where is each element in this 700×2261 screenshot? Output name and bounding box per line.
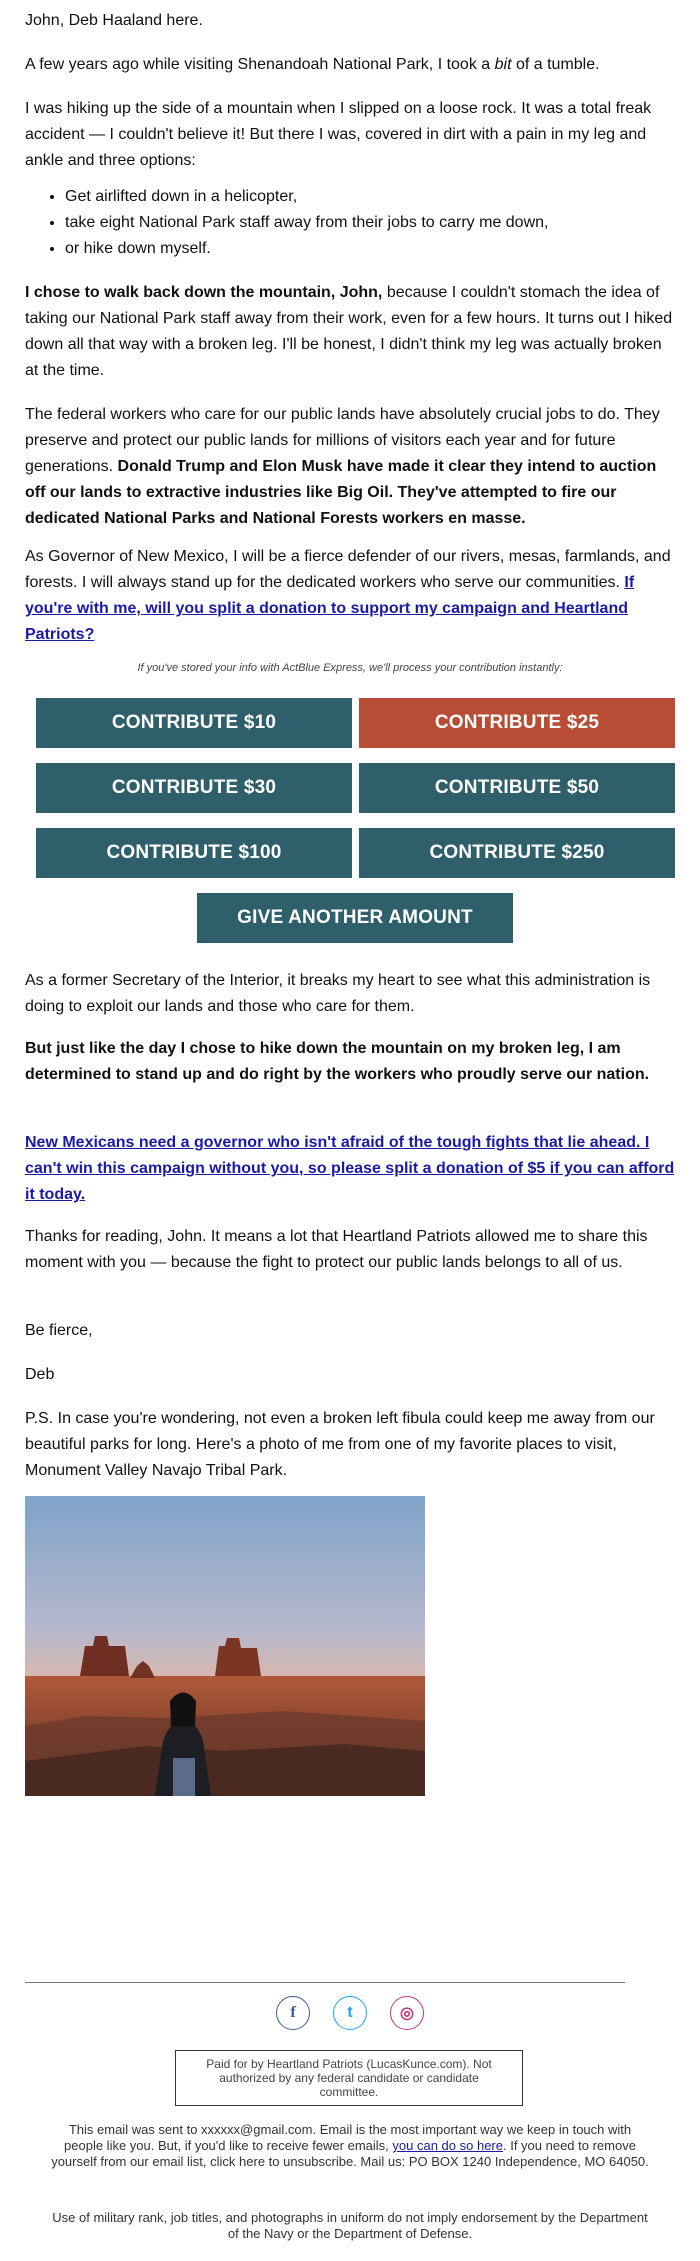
facebook-icon[interactable]: f — [276, 1996, 310, 2030]
donate-5-link[interactable]: New Mexicans need a governor who isn't afraid of the tough fights that lie ahead. I can't win this campaign without you, so please split a donation of $5 if you can afford it today. — [25, 1134, 675, 1203]
greeting: John, Deb Haaland here. — [25, 12, 203, 29]
signoff: Be fierce, — [25, 1322, 93, 1339]
federal-text: The federal workers who care for our public lands have absolutely crucial jobs to do. They preserve and protect our public lands for millions of visitors each year and for future generations. — [25, 406, 660, 475]
tumble-paragraph — [25, 52, 600, 78]
paid-for-disclaimer: Paid for by Heartland Patriots (LucasKunce.com). Not authorized by any federal candidate or candidate committee. — [175, 2050, 523, 2106]
list-item: • Get airlifted down in a helicopter, — [65, 184, 548, 210]
fewer-emails-link[interactable]: you can do so here — [392, 2138, 503, 2153]
federal-paragraph — [25, 402, 675, 532]
ps-paragraph: P.S. In case you're wondering, not even a broken left fibula could keep me away from our beautiful parks for long. Here's a photo of me from one of my favorite places to visit, Monument Valley Navajo Tribal Park. — [25, 1410, 655, 1479]
sent-text-end: . If you need to remove yourself from our email list, click here to unsubscribe. Mail us: PO BOX 1240 Independence, MO 64050. — [51, 2138, 649, 2169]
social-links — [0, 1996, 700, 2036]
options-list — [45, 184, 548, 262]
contribute-10-button[interactable]: CONTRIBUTE $10 — [36, 698, 352, 748]
hike-paragraph: I was hiking up the side of a mountain when I slipped on a loose rock. It was a total freak accident — I couldn't believe it! But there I was, covered in dirt with a pain in my leg and ankle and three options: — [25, 100, 652, 169]
tumble-text: A few years ago while visiting Shenandoah National Park, I took a — [25, 56, 495, 73]
determined-paragraph: But just like the day I chose to hike down the mountain on my broken leg, I am determined to stand up and do right by the workers who proudly serve our nation. — [25, 1040, 650, 1083]
contribute-30-button[interactable]: CONTRIBUTE $30 — [36, 763, 352, 813]
twitter-icon[interactable]: t — [333, 1996, 367, 2030]
contribute-100-button[interactable]: CONTRIBUTE $100 — [36, 828, 352, 878]
tumble-italic: bit — [494, 56, 512, 73]
military-disclaimer: Use of military rank, job titles, and photographs in uniform do not imply endorsement by the Department of the Navy or the Department of Defense. — [52, 2210, 648, 2241]
former-secretary-paragraph: As a former Secretary of the Interior, it breaks my heart to see what this administration is doing to exploit our lands and those who care for them. — [25, 972, 651, 1015]
list-item: • or hike down myself. — [65, 236, 548, 262]
contribute-25-button[interactable]: CONTRIBUTE $25 — [359, 698, 675, 748]
contribute-250-button[interactable]: CONTRIBUTE $250 — [359, 828, 675, 878]
actblue-express-note: If you've stored your info with ActBlue Express, we'll process your contribution instantly: — [137, 662, 563, 674]
contribute-50-button[interactable]: CONTRIBUTE $50 — [359, 763, 675, 813]
donation-link[interactable]: If you're with me, will you split a donation to support my campaign and Heartland Patriots? — [25, 574, 635, 643]
new-mexicans-paragraph — [25, 1130, 675, 1208]
governor-paragraph — [25, 544, 675, 648]
chose-paragraph — [25, 280, 675, 384]
footer-sent-notice — [50, 2122, 650, 2170]
list-item: • take eight National Park staff away from their jobs to carry me down, — [65, 210, 548, 236]
give-another-amount-button[interactable]: GIVE ANOTHER AMOUNT — [197, 893, 513, 943]
sent-text: This email was sent to xxxxxx@gmail.com. Email is the most important way we keep in touch with people like you. But, if you'd like to receive fewer emails, — [64, 2122, 632, 2153]
monument-valley-photo — [25, 1496, 425, 1796]
thanks-paragraph: Thanks for reading, John. It means a lot that Heartland Patriots allowed me to share this moment with you — because the fight to protect our public lands belongs to all of us. — [25, 1228, 648, 1271]
signature: Deb — [25, 1366, 55, 1383]
footer-divider — [25, 1982, 625, 1983]
federal-bold: Donald Trump and Elon Musk have made it clear they intend to auction off our lands to extractive industries like Big Oil. They've attempted to fire our dedicated National Parks and National Forests workers en masse. — [25, 458, 657, 527]
chose-text: because I couldn't stomach the idea of taking our National Park staff away from their work, even for a few hours. It turns out I hiked down all that way with a broken leg. I'll be honest, I didn't think my leg was actually broken at the time. — [25, 284, 673, 379]
governor-text: As Governor of New Mexico, I will be a fierce defender of our rivers, mesas, farmlands, and forests. I will always stand up for the dedicated workers who serve our communities. — [25, 548, 671, 591]
instagram-icon[interactable]: ◎ — [390, 1996, 424, 2030]
tumble-text-end: of a tumble. — [511, 56, 600, 73]
chose-bold: I chose to walk back down the mountain, John, — [25, 284, 383, 301]
